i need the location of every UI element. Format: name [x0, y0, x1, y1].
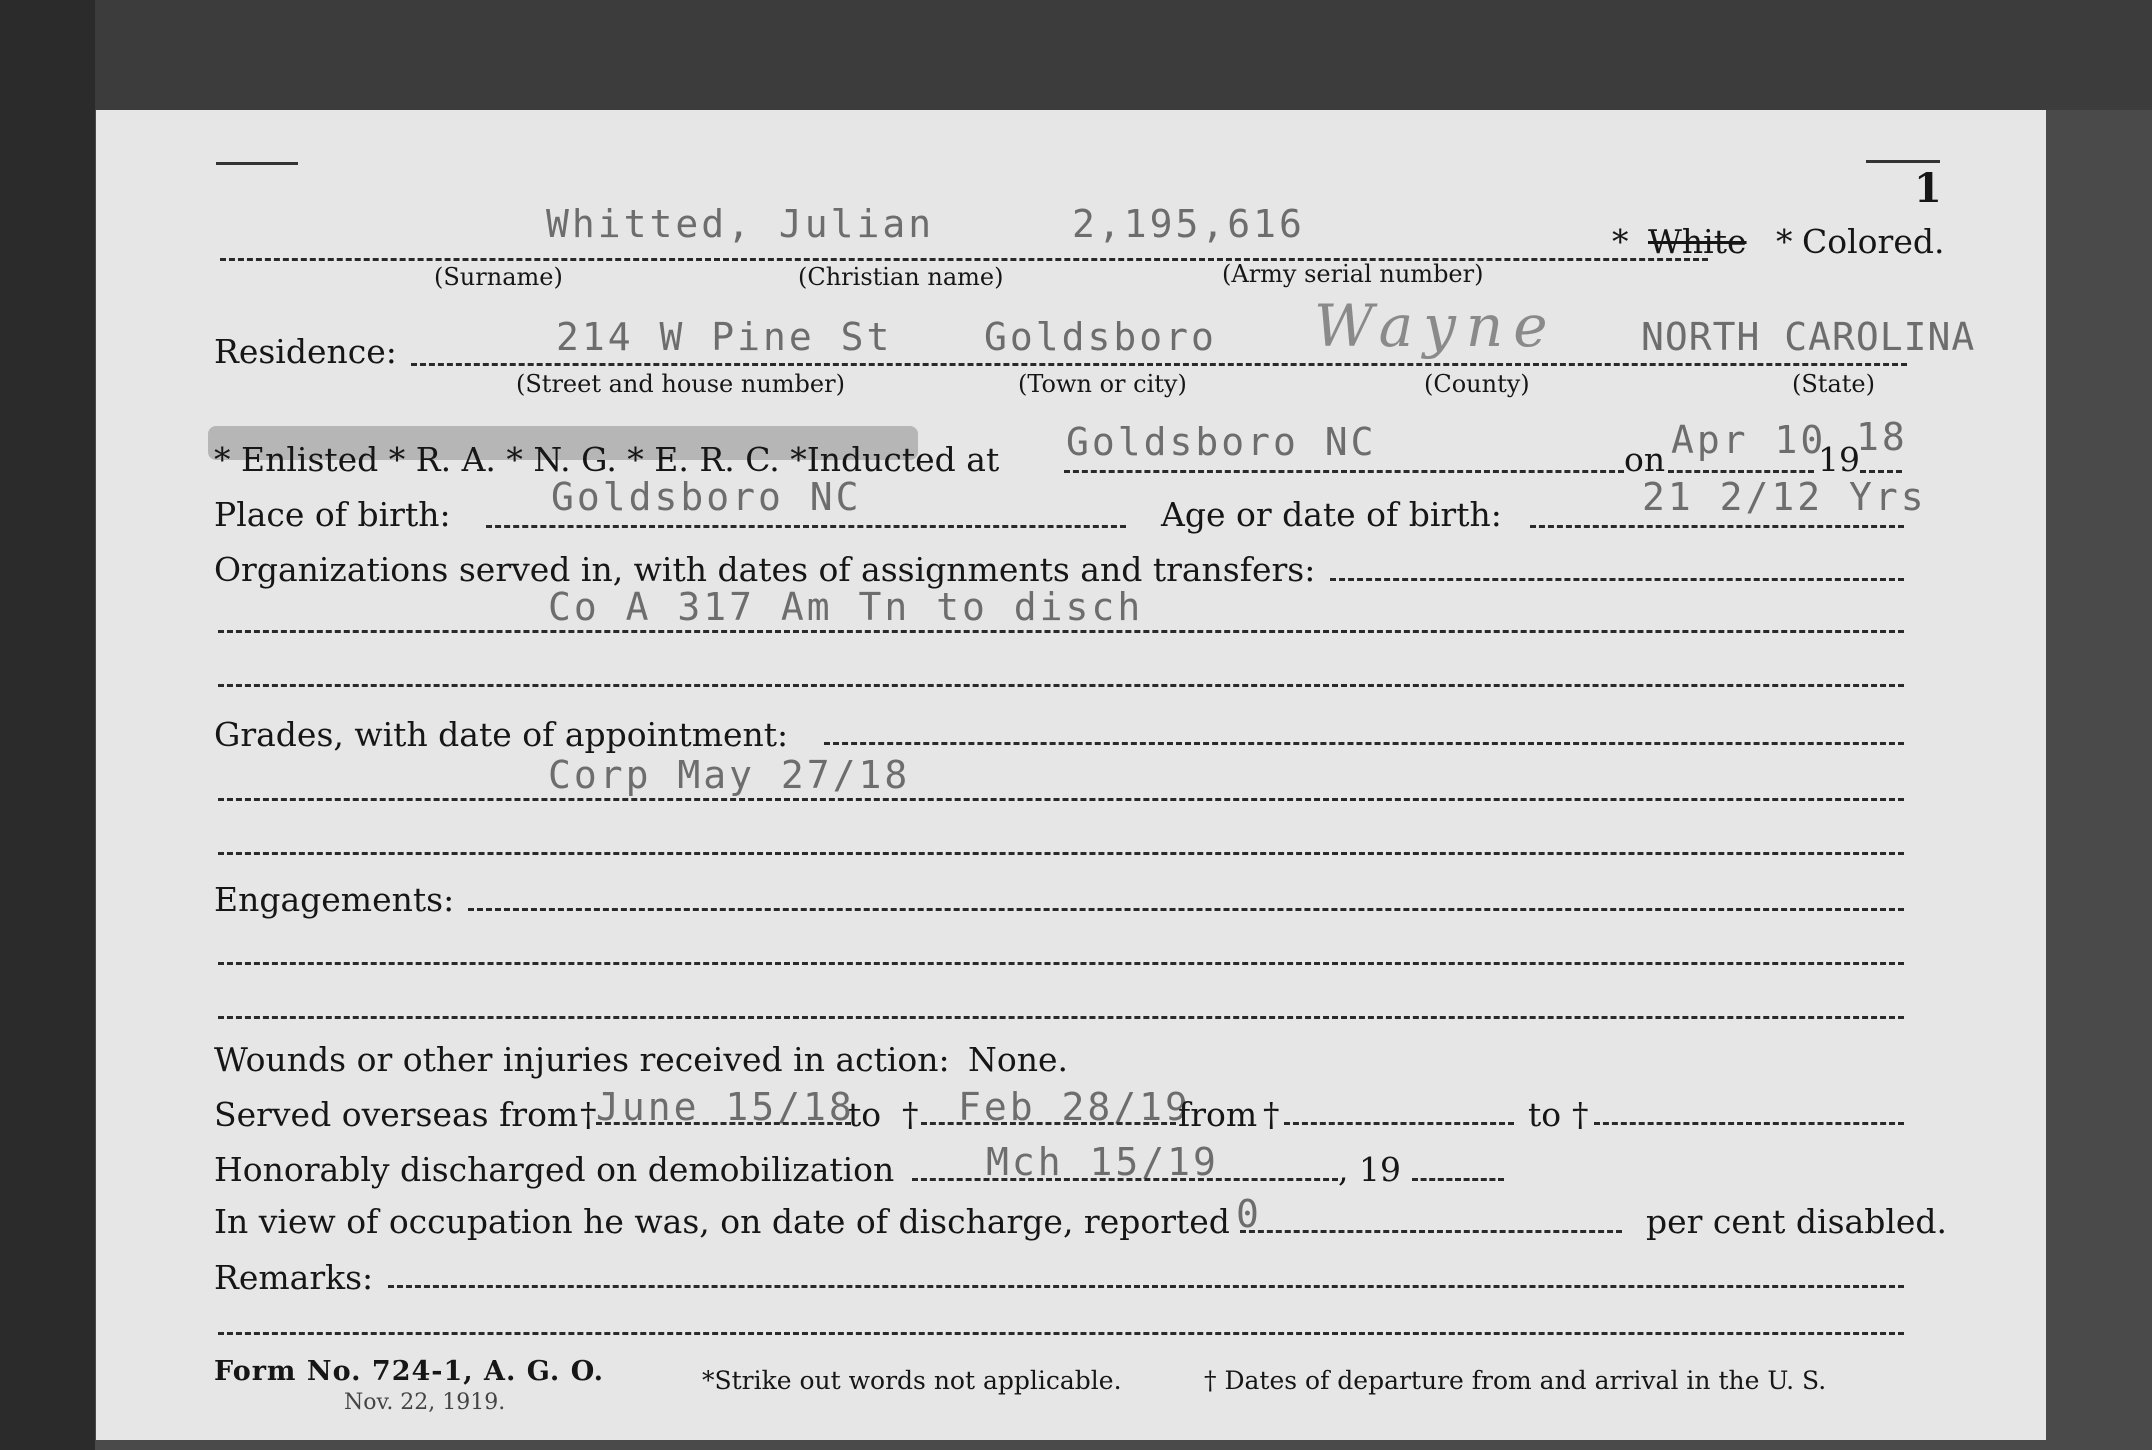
- overseas-to-1-line: [921, 1122, 1176, 1125]
- disability-value: 0: [1236, 1192, 1262, 1236]
- discharge-year-prefix: , 19: [1338, 1150, 1401, 1189]
- grades-line-1: [824, 742, 1904, 745]
- inducted-place: Goldsboro NC: [1066, 420, 1377, 464]
- engagements-line-3: [218, 1016, 1904, 1019]
- race-colored: Colored.: [1802, 222, 1945, 261]
- wounds-label: Wounds or other injuries received in action:: [214, 1040, 950, 1079]
- discharge-label: Honorably discharged on demobilization: [214, 1150, 895, 1189]
- age-value: 21 2/12 Yrs: [1642, 475, 1927, 519]
- state-label: (State): [1792, 370, 1875, 398]
- overseas-label: Served overseas from: [214, 1095, 579, 1134]
- year-line: [1860, 470, 1902, 473]
- organizations-value: Co A 317 Am Tn to disch: [548, 585, 1144, 629]
- birthplace-line: [486, 525, 1126, 528]
- overseas-to-2-line: [1594, 1122, 1904, 1125]
- engagements-line-1: [468, 908, 1904, 911]
- birthplace-label: Place of birth:: [214, 495, 451, 534]
- organizations-label: Organizations served in, with dates of assignments and transfers:: [214, 550, 1316, 589]
- serial-label: (Army serial number): [1222, 260, 1484, 288]
- scan-border-top: [95, 0, 2152, 110]
- dagger-4: †: [1572, 1095, 1589, 1134]
- form-number: Form No. 724-1, A. G. O.: [214, 1356, 605, 1387]
- overseas-to-label-2: to: [1528, 1095, 1562, 1134]
- residence-line: [411, 363, 1907, 366]
- engagements-line-2: [218, 962, 1904, 965]
- typed-name: Whitted, Julian: [546, 202, 935, 246]
- discharge-date: Mch 15/19: [986, 1140, 1219, 1184]
- on-label: on: [1624, 440, 1666, 479]
- year-prefix: 19: [1818, 440, 1860, 479]
- card-number: 1: [1914, 165, 1942, 212]
- disability-line: [1240, 1230, 1622, 1233]
- dagger-1: †: [580, 1095, 597, 1134]
- age-label: Age or date of birth:: [1161, 495, 1502, 534]
- county-label: (County): [1424, 370, 1530, 398]
- grades-value: Corp May 27/18: [548, 753, 911, 797]
- wounds-value: None.: [968, 1040, 1069, 1079]
- overseas-from-label-2: from: [1178, 1095, 1258, 1134]
- name-line: [220, 258, 1708, 261]
- disability-suffix: per cent disabled.: [1646, 1202, 1948, 1241]
- discharge-year-line: [1412, 1178, 1504, 1181]
- organizations-line-1: [1330, 578, 1904, 581]
- colored-star: *: [1776, 222, 1793, 261]
- residence-label: Residence:: [214, 332, 397, 371]
- grades-line-3: [218, 852, 1904, 855]
- remarks-line-2: [218, 1332, 1904, 1335]
- age-line: [1530, 525, 1904, 528]
- grades-line-2: [218, 798, 1904, 801]
- scan-border-left: [0, 0, 95, 1450]
- overseas-from-1-line: [596, 1122, 851, 1125]
- overseas-from-2-line: [1284, 1122, 1514, 1125]
- remarks-label: Remarks:: [214, 1258, 374, 1297]
- grades-label: Grades, with date of appointment:: [214, 715, 789, 754]
- discharge-line: [912, 1178, 1338, 1181]
- inducted-line: [1064, 470, 1624, 473]
- race-white: White: [1648, 222, 1747, 261]
- typed-serial: 2,195,616: [1072, 202, 1305, 246]
- remarks-line-1: [388, 1285, 1904, 1288]
- residence-street: 214 W Pine St: [556, 315, 893, 359]
- residence-county-handwritten: Wayne: [1314, 292, 1558, 360]
- surname-label: (Surname): [434, 263, 563, 291]
- enlistment-label: * Enlisted * R. A. * N. G. * E. R. C. *Inducted at: [214, 440, 1000, 479]
- engagements-label: Engagements:: [214, 880, 455, 919]
- organizations-line-3: [218, 684, 1904, 687]
- overseas-to-1: Feb 28/19: [958, 1085, 1191, 1129]
- overseas-to-label-1: to: [848, 1095, 882, 1134]
- organizations-line-2: [218, 630, 1904, 633]
- disability-label: In view of occupation he was, on date of discharge, reported: [214, 1202, 1230, 1241]
- service-record-card: [96, 110, 2046, 1440]
- footnote-dates: † Dates of departure from and arrival in the U. S.: [1204, 1366, 1827, 1395]
- top-right-rule: [1866, 160, 1940, 163]
- dagger-3: †: [1263, 1095, 1280, 1134]
- white-star: *: [1612, 222, 1629, 261]
- street-label: (Street and house number): [516, 370, 845, 398]
- christian-name-label: (Christian name): [798, 263, 1004, 291]
- top-left-rule: [216, 162, 298, 165]
- date-line: [1668, 470, 1814, 473]
- inducted-year: 18: [1856, 415, 1908, 459]
- footnote-strike: *Strike out words not applicable.: [702, 1366, 1122, 1395]
- dagger-2: †: [902, 1095, 919, 1134]
- inducted-date: Apr 10: [1671, 418, 1827, 462]
- overseas-from-1: June 15/18: [596, 1085, 855, 1129]
- town-label: (Town or city): [1018, 370, 1187, 398]
- residence-town: Goldsboro: [984, 315, 1217, 359]
- form-date: Nov. 22, 1919.: [344, 1390, 506, 1415]
- birthplace-value: Goldsboro NC: [551, 475, 862, 519]
- residence-state: NORTH CAROLINA: [1641, 315, 1976, 359]
